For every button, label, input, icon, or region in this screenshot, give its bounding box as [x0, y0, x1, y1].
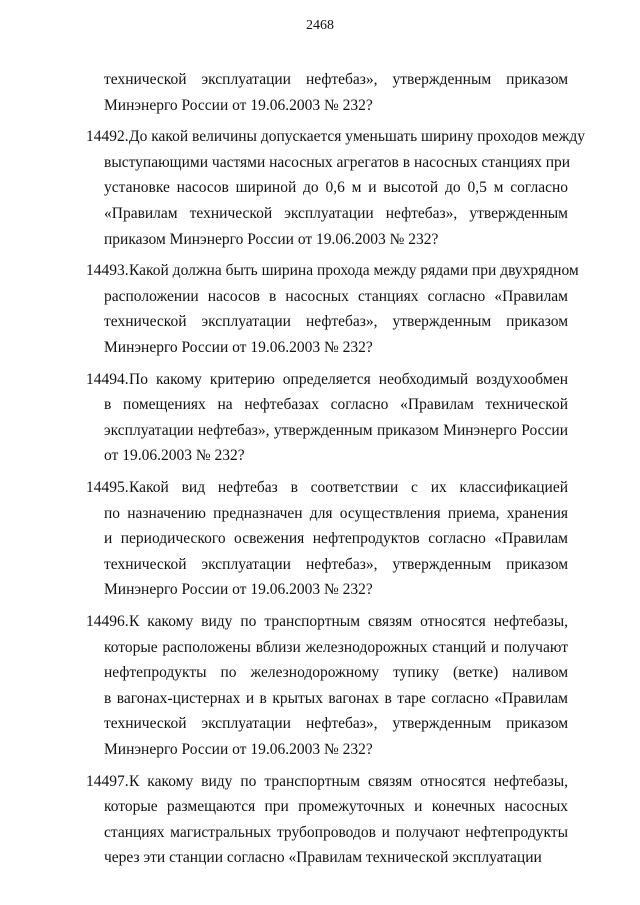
- question-number: 14496.: [86, 613, 129, 630]
- question-text-line: от 19.06.2003 № 232?: [104, 447, 245, 465]
- question-text-line: расположении насосов в насосных станциях согласно «Правилам: [104, 287, 568, 305]
- question-text-line: По какому критерию определяется необходимый воздухообмен: [129, 370, 568, 388]
- question-text-line: До какой величины допускается уменьшать ширину проходов между: [129, 128, 585, 146]
- question-text-line: К какому виду по транспортным связям относятся нефтебазы,: [129, 772, 568, 790]
- question-text-line: технической эксплуатации нефтебаз», утвержденным приказом: [104, 71, 568, 88]
- question-text-line: эксплуатации нефтебаз», утвержденным приказом Минэнерго России: [104, 421, 568, 439]
- question-text-line: «Правилам технической эксплуатации нефтебаз», утвержденным: [104, 205, 568, 222]
- question-text-line: Минэнерго России от 19.06.2003 № 232?: [104, 96, 373, 114]
- question-text-line: К какому виду по транспортным связям относятся нефтебазы,: [129, 613, 568, 630]
- question-text-line: технической эксплуатации нефтебаз», утвержденным приказом: [104, 555, 568, 573]
- question-text-line: нефтепродукты по железнодорожному тупику (ветке) наливом: [104, 664, 568, 682]
- question-number: 14493.: [86, 262, 129, 280]
- question-text-line: приказом Минэнерго России от 19.06.2003 № 232?: [104, 230, 439, 248]
- question-text-line: Минэнерго России от 19.06.2003 № 232?: [104, 741, 373, 758]
- page-number: 2468: [306, 18, 334, 33]
- question-number: 14497.: [86, 772, 129, 790]
- question-number: 14495.: [86, 479, 129, 496]
- question-text-line: Какой вид нефтебаз в соответствии с их классификацией: [129, 479, 568, 496]
- question-number: 14494.: [86, 370, 129, 388]
- question-text-line: Минэнерго России от 19.06.2003 № 232?: [104, 339, 373, 356]
- question-text-line: Какой должна быть ширина прохода между рядами при двухрядном: [129, 262, 579, 280]
- question-text-line: и периодического освежения нефтепродуктов согласно «Правилам: [104, 530, 568, 548]
- question-text-line: по назначению предназначен для осуществления приема, хранения: [104, 504, 568, 522]
- question-text-line: через эти станции согласно «Правилам технической эксплуатации: [104, 849, 542, 867]
- question-text-line: станциях магистральных трубопроводов и получают нефтепродукты: [104, 823, 568, 841]
- question-text-line: установке насосов шириной до 0,6 м и высотой до 0,5 м согласно: [104, 179, 568, 197]
- question-text-line: технической эксплуатации нефтебаз», утвержденным приказом: [104, 715, 568, 733]
- question-text-line: технической эксплуатации нефтебаз», утвержденным приказом: [104, 313, 568, 331]
- question-text-line: выступающими частями насосных агрегатов в насосных станциях при: [104, 153, 571, 171]
- question-text-line: Минэнерго России от 19.06.2003 № 232?: [104, 581, 373, 599]
- question-text-line: в вагонах-цистернах и в крытых вагонах в таре согласно «Правилам: [104, 689, 568, 707]
- question-text-line: которые расположены вблизи железнодорожных станций и получают: [104, 638, 568, 656]
- question-text-line: в помещениях на нефтебазах согласно «Правилам технической: [104, 396, 568, 414]
- question-number: 14492.: [86, 128, 129, 146]
- question-text-line: которые размещаются при промежуточных и конечных насосных: [104, 798, 568, 816]
